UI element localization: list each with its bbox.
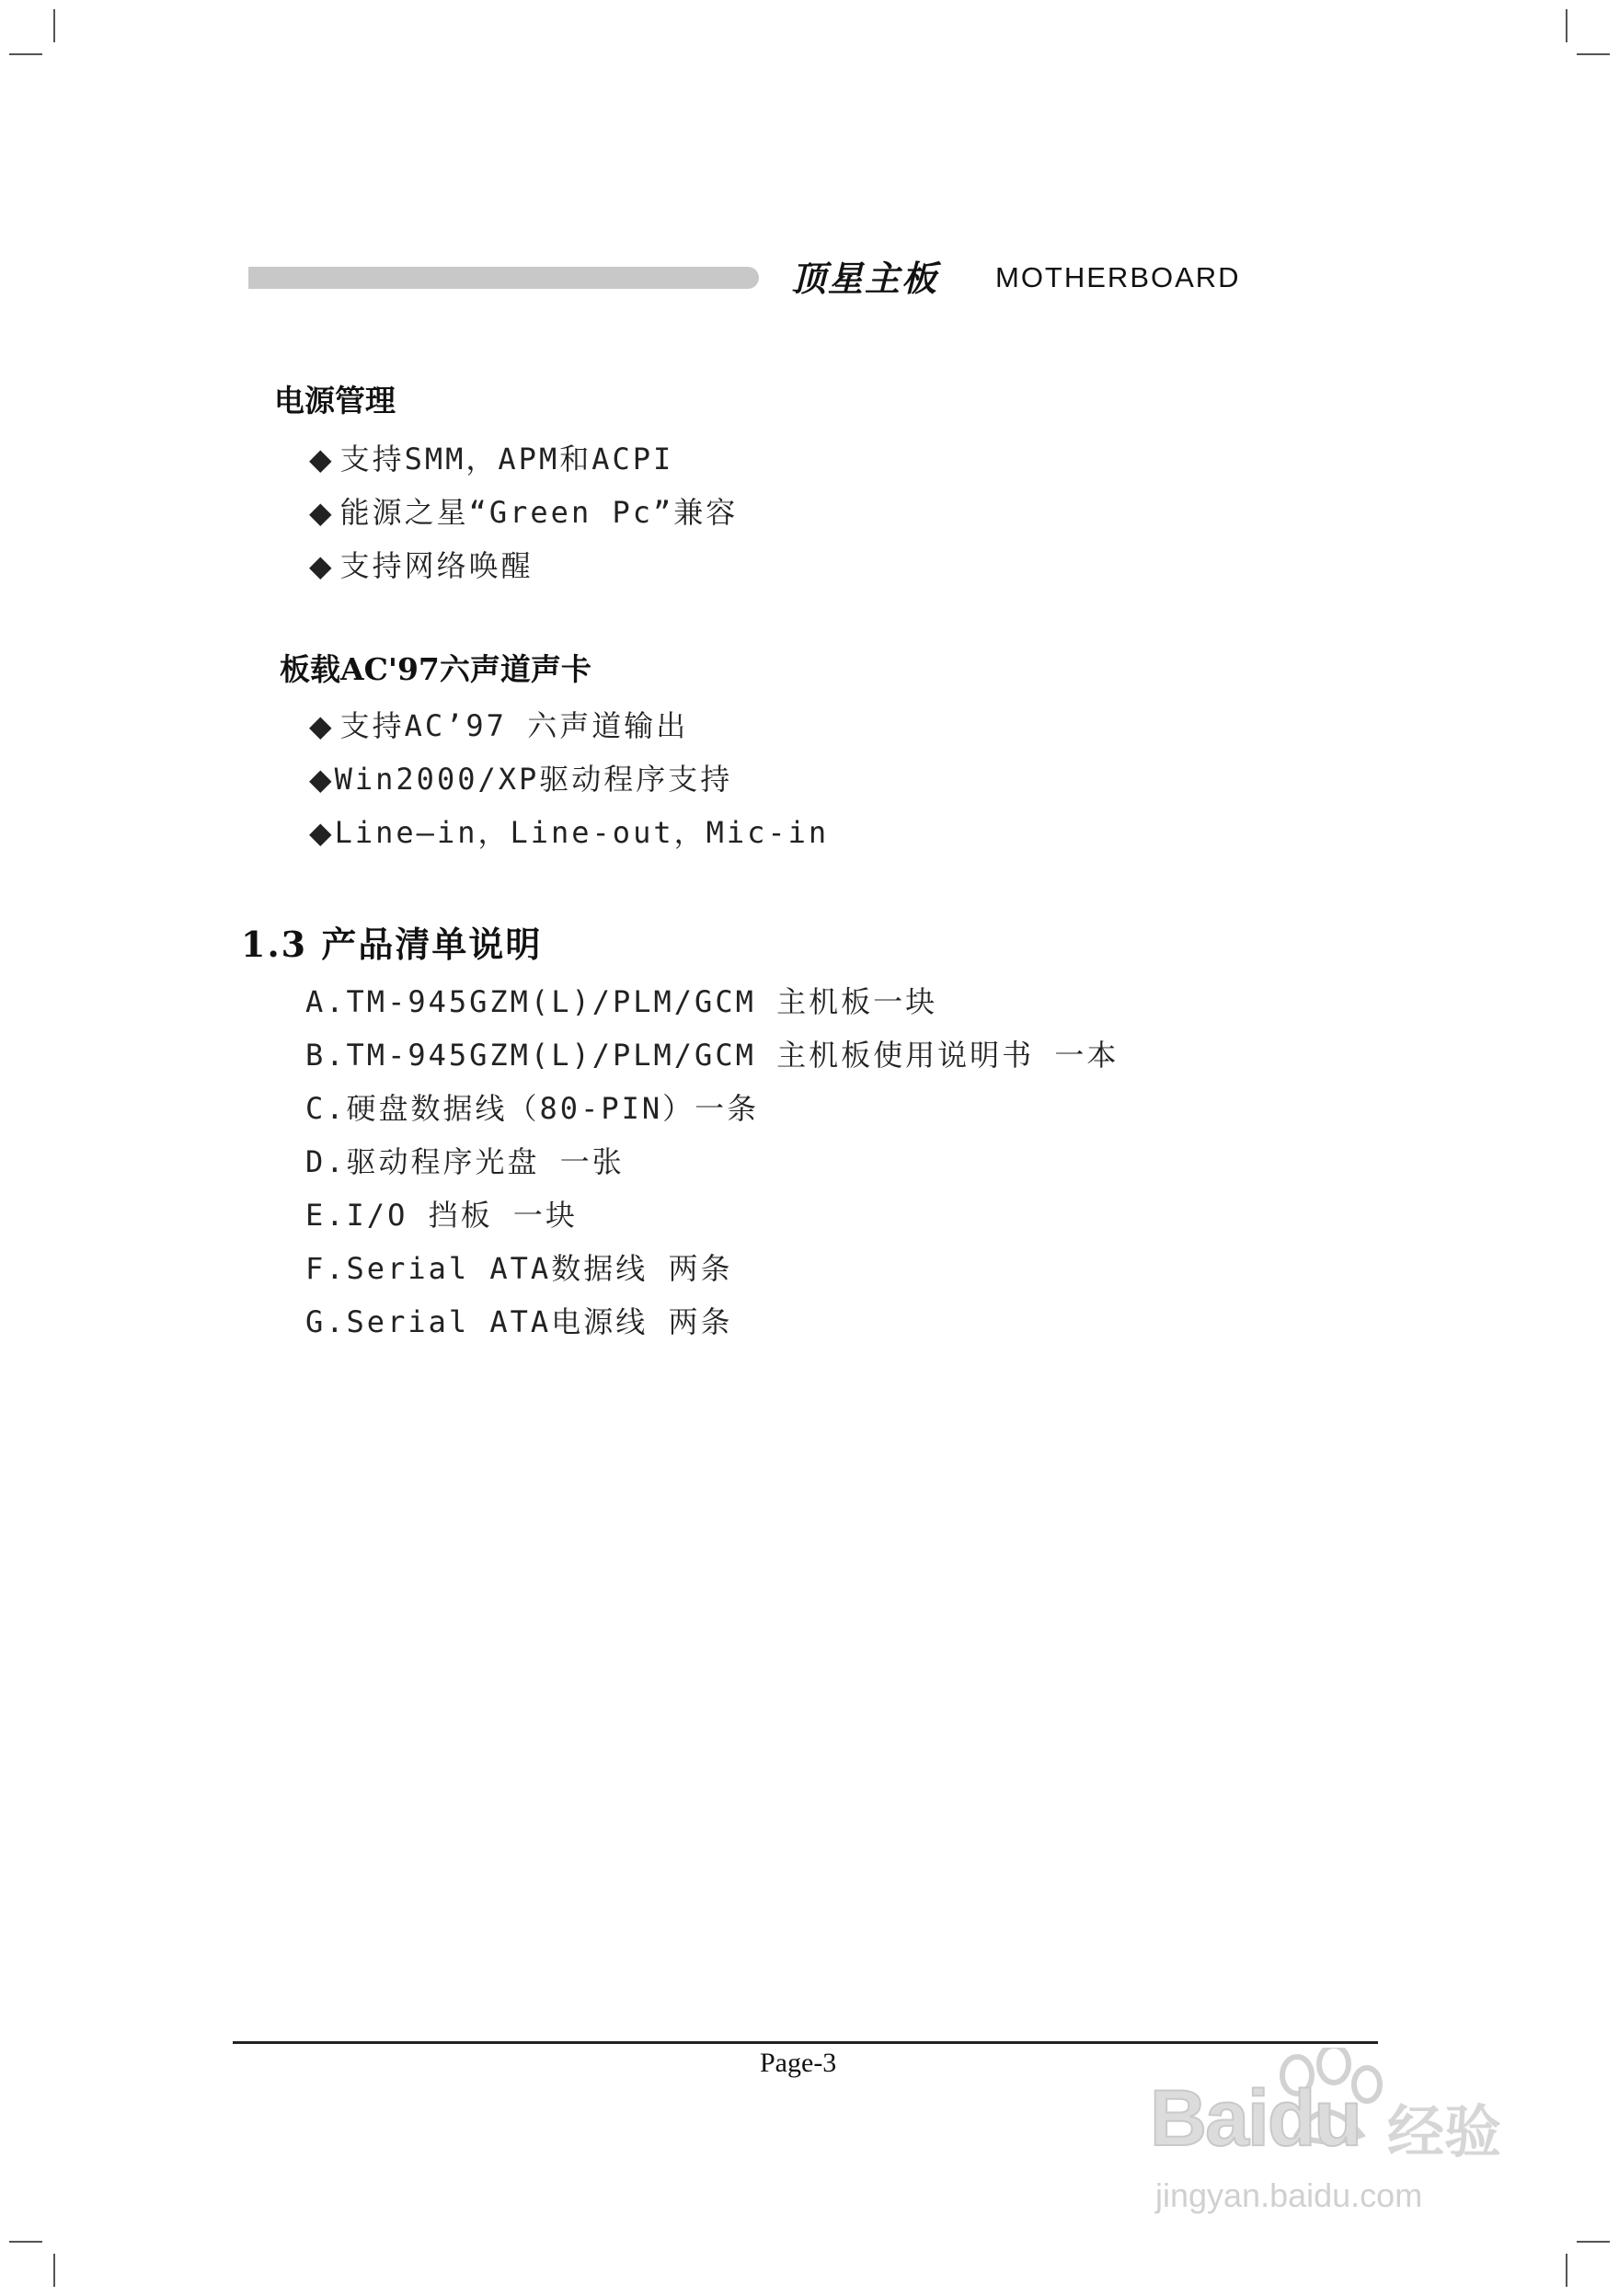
list-item-text: 能源之星“Green Pc”兼容 (339, 495, 739, 530)
list-item (309, 543, 534, 585)
crop-mark (1566, 2254, 1567, 2287)
list-item-text: Win2000/XP驱动程序支持 (334, 762, 733, 797)
crop-mark (1577, 53, 1610, 55)
list-item: F.Serial ATA数据线 两条 (305, 1251, 733, 1286)
diamond-bullet-icon: ◆ (309, 708, 335, 743)
diamond-bullet-icon: ◆ (309, 815, 335, 850)
diamond-bullet-icon: ◆ (309, 442, 335, 476)
list-item (309, 756, 732, 798)
product-list-heading: 1.3 产品清单说明 (241, 924, 543, 965)
list-item (309, 809, 829, 852)
section-heading-power: 电源管理 (274, 383, 396, 419)
list-item (309, 703, 688, 745)
watermark (1150, 2053, 1545, 2214)
brand-title-en: MOTHERBOARD (995, 261, 1241, 293)
footer-rule (233, 2041, 1378, 2044)
crop-mark (53, 9, 55, 42)
list-item-text: 支持网络唤醒 (339, 548, 534, 583)
diamond-bullet-icon: ◆ (309, 548, 335, 583)
list-item-text: 支持SMM，APM和ACPI (339, 442, 674, 476)
list-item: A.TM-945GZM(L)/PLM/GCM 主机板一块 (305, 984, 938, 1019)
crop-mark (53, 2254, 55, 2287)
watermark-url: jingyan.baidu.com (1155, 2176, 1423, 2214)
watermark-label: 经验 (1387, 2098, 1502, 2165)
list-item-text: 支持AC’97 六声道输出 (339, 708, 689, 743)
diamond-bullet-icon: ◆ (309, 762, 335, 797)
crop-mark (1566, 9, 1567, 42)
page-number: Page-3 (760, 2048, 837, 2078)
header-bar (248, 267, 759, 289)
list-item: G.Serial ATA电源线 两条 (305, 1304, 733, 1339)
watermark-logo: Baidu (1150, 2074, 1361, 2163)
list-item: D.驱动程序光盘 一张 (305, 1144, 625, 1179)
diamond-bullet-icon: ◆ (309, 495, 335, 530)
crop-mark (9, 2241, 42, 2243)
list-item: B.TM-945GZM(L)/PLM/GCM 主机板使用说明书 一本 (305, 1038, 1120, 1073)
list-item (309, 489, 738, 532)
crop-mark (1577, 2241, 1610, 2243)
section-heading-audio: 板载AC'97六声道声卡 (280, 651, 591, 687)
list-item: E.I/O 挡板 一块 (305, 1198, 578, 1233)
list-item-text: Line—in，Line-out，Mic-in (334, 815, 830, 850)
crop-mark (9, 53, 42, 55)
list-item (309, 436, 673, 478)
brand-title-cn: 顶星主板 (791, 258, 939, 299)
list-item: C.硬盘数据线（80-PIN）一条 (305, 1091, 760, 1126)
